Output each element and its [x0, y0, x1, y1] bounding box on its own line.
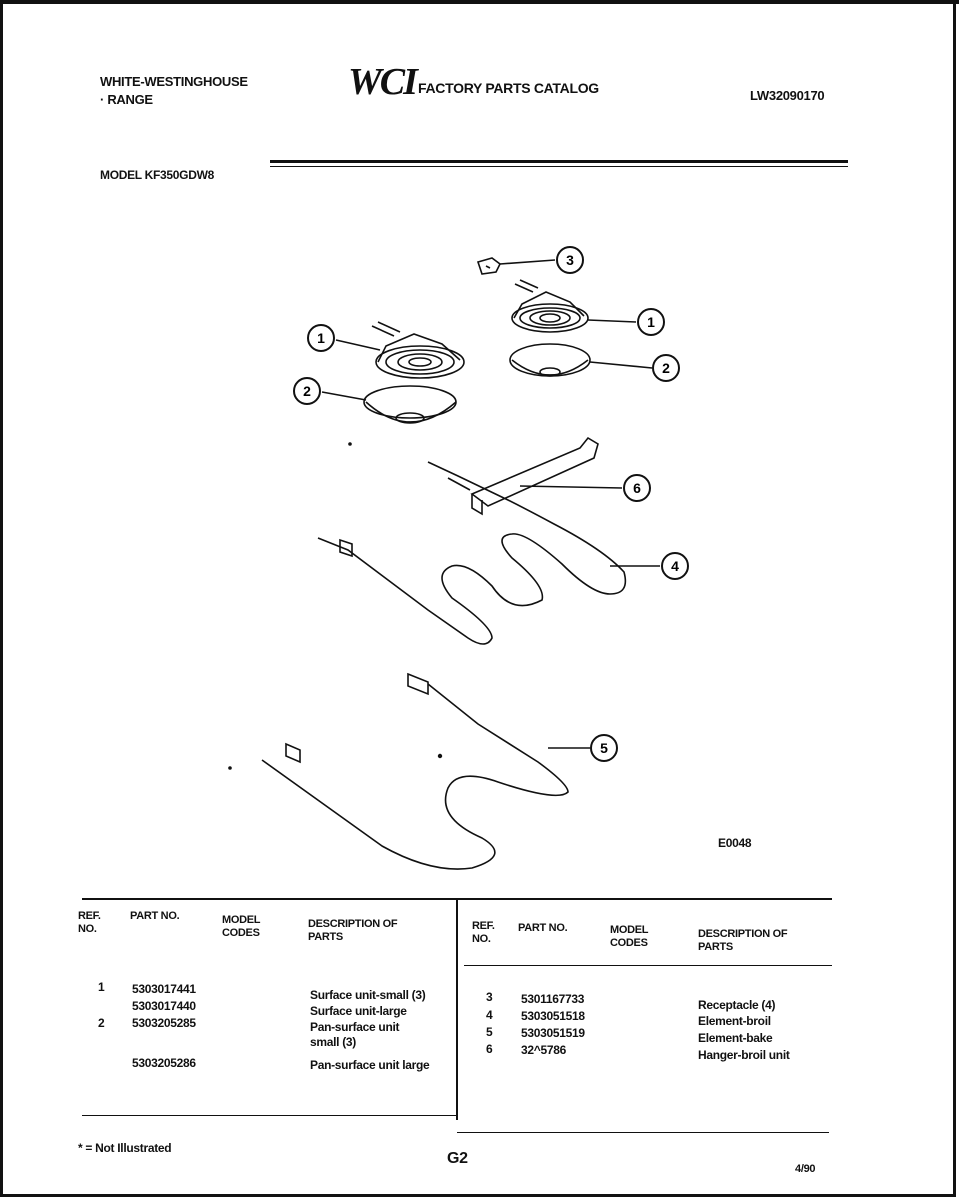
callout-6-label: 6 — [633, 480, 641, 496]
right-row-3-part: 5303051519 — [521, 1026, 585, 1040]
diagram-code: E0048 — [718, 836, 752, 850]
right-row-2-desc: Element-broil — [698, 1014, 771, 1028]
catalog-number: LW32090170 — [750, 88, 825, 103]
header-desc-right: DESCRIPTION OF PARTS — [698, 928, 788, 953]
left-row-1-ref: 1 — [98, 980, 105, 994]
callout-5-label: 5 — [600, 740, 608, 756]
left-row-4-part: 5303205286 — [132, 1056, 196, 1070]
right-row-4-ref: 6 — [486, 1042, 493, 1056]
receptacle-part — [478, 258, 555, 274]
pan-left — [322, 386, 456, 423]
hanger-broil-part — [448, 438, 622, 514]
callout-1-left — [308, 325, 334, 351]
callout-1-left-label: 1 — [317, 330, 325, 346]
brand-line-2: · RANGE — [100, 92, 153, 107]
right-row-3-desc: Element-bake — [698, 1031, 773, 1045]
not-illustrated-note: * = Not Illustrated — [78, 1141, 172, 1155]
right-row-2-ref: 4 — [486, 1008, 493, 1022]
catalog-title: FACTORY PARTS CATALOG — [418, 80, 599, 96]
header-model-left: MODEL CODES — [222, 914, 261, 939]
catalog-date: 4/90 — [795, 1163, 816, 1175]
header-ref-left: REF. NO. — [78, 910, 101, 935]
brand-line-1: WHITE-WESTINGHOUSE — [100, 74, 248, 89]
left-row-3-desc: Pan-surface unit small (3) — [310, 1020, 400, 1049]
table-right-bottom-rule — [457, 1132, 829, 1133]
surface-unit-left — [336, 322, 464, 378]
right-row-1-part: 5301167733 — [521, 992, 585, 1006]
callout-2-right — [653, 355, 679, 381]
table-left-bottom-rule — [82, 1115, 457, 1116]
callout-3-label: 3 — [566, 252, 574, 268]
header-part-right: PART NO. — [518, 922, 568, 934]
callout-5 — [591, 735, 617, 761]
left-row-2-part: 5303017440 — [132, 999, 196, 1013]
left-row-4-desc: Pan-surface unit large — [310, 1058, 430, 1072]
broil-element — [318, 462, 660, 644]
left-row-1-part: 5303017441 — [132, 982, 196, 996]
callout-6 — [624, 475, 650, 501]
callout-2-left — [294, 378, 320, 404]
left-row-3-part: 5303205285 — [132, 1016, 196, 1030]
left-row-1-desc: Surface unit-small (3) — [310, 988, 426, 1002]
model-label: MODEL KF350GDW8 — [100, 168, 214, 182]
header-desc-left: DESCRIPTION OF PARTS — [308, 918, 398, 943]
pan-right — [510, 344, 652, 376]
right-row-1-desc: Receptacle (4) — [698, 998, 776, 1012]
callout-1-right — [638, 309, 664, 335]
page-code: G2 — [447, 1150, 468, 1167]
callout-2-right-label: 2 — [662, 360, 670, 376]
callout-4 — [662, 553, 688, 579]
right-row-3-ref: 5 — [486, 1025, 493, 1039]
right-row-2-part: 5303051518 — [521, 1009, 585, 1023]
table-center-divider — [456, 898, 458, 1120]
right-row-4-desc: Hanger-broil unit — [698, 1048, 790, 1062]
header-model-right: MODEL CODES — [610, 924, 649, 949]
wci-logo: WCI — [348, 61, 416, 103]
callout-3 — [557, 247, 583, 273]
surface-unit-right — [512, 280, 636, 332]
callout-4-label: 4 — [671, 558, 679, 574]
right-row-4-part: 32^5786 — [521, 1043, 566, 1057]
bake-element — [262, 674, 590, 869]
table-right-header-rule — [464, 965, 832, 966]
callout-1-right-label: 1 — [647, 314, 655, 330]
header-part-left: PART NO. — [130, 910, 180, 922]
right-row-1-ref: 3 — [486, 990, 493, 1004]
callout-2-left-label: 2 — [303, 383, 311, 399]
left-row-3-ref: 2 — [98, 1016, 105, 1030]
header-ref-right: REF. NO. — [472, 920, 495, 945]
left-row-2-desc: Surface unit-large — [310, 1004, 407, 1018]
